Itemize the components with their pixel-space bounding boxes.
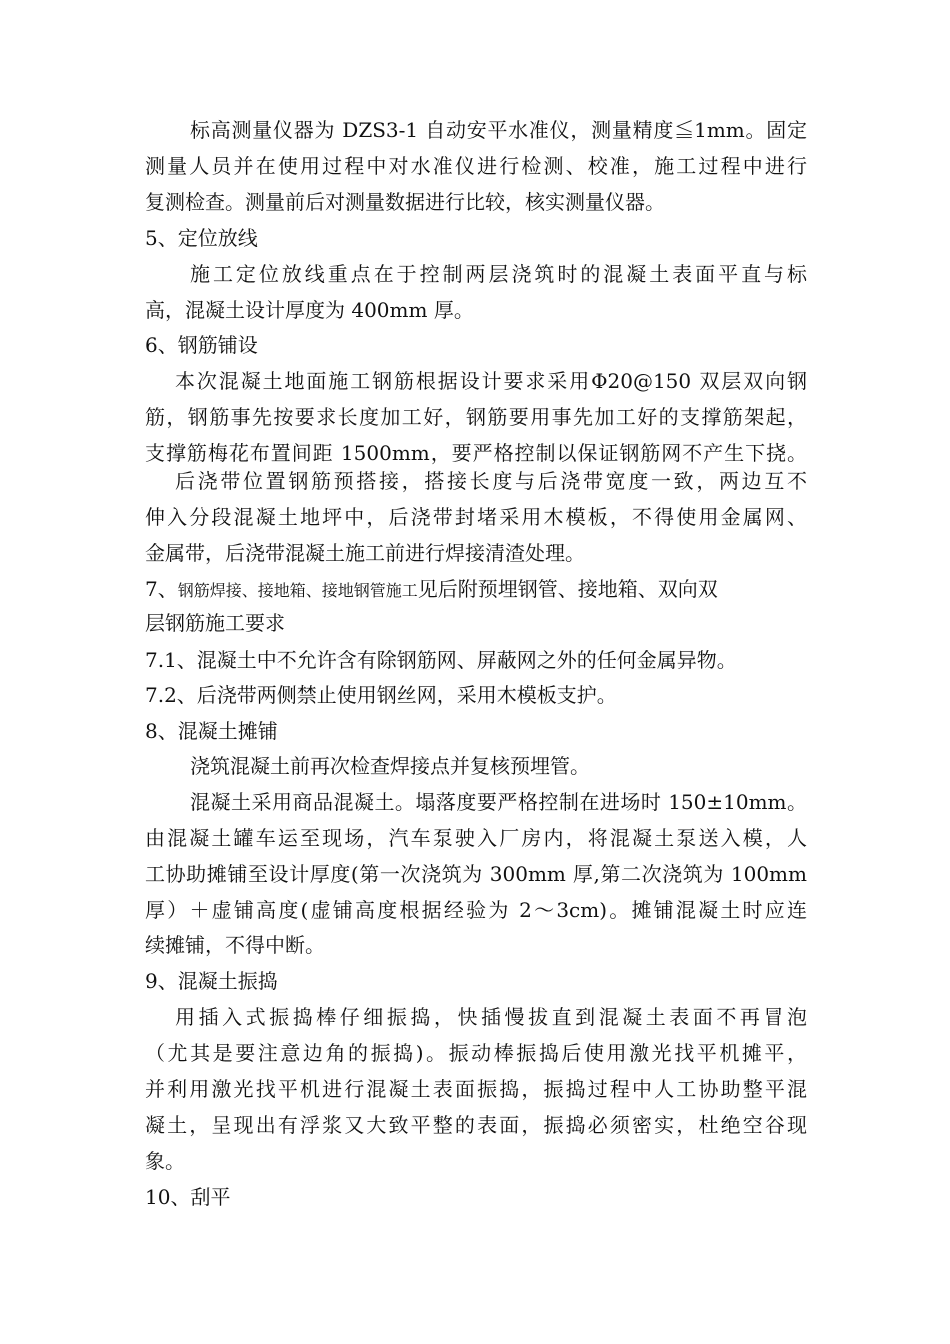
section-heading: 8、混凝土摊铺 <box>145 719 278 743</box>
section-heading-text: 见后附预埋钢管、接地箱、双向双 <box>417 577 718 601</box>
body-line: 由混凝土罐车运至现场，汽车泵驶入厂房内，将混凝土泵送入模，人 <box>145 826 807 850</box>
body-line: 金属带，后浇带混凝土施工前进行焊接清渣处理。 <box>145 541 585 565</box>
body-line: 本次混凝土地面施工钢筋根据设计要求采用Φ20@150 双层双向钢 <box>175 369 807 393</box>
body-line: 筋，钢筋事先按要求长度加工好，钢筋要用事先加工好的支撑筋架起， <box>145 405 807 429</box>
body-line: 复测检查。测量前后对测量数据进行比较，核实测量仪器。 <box>145 190 665 214</box>
body-line: 象。 <box>145 1149 185 1173</box>
section-number: 7、 <box>145 577 178 601</box>
body-line: 施工定位放线重点在于控制两层浇筑时的混凝土表面平直与标 <box>190 262 807 286</box>
body-line: 伸入分段混凝土地坪中，后浇带封堵采用木模板，不得使用金属网、 <box>145 505 807 529</box>
body-line: 高，混凝土设计厚度为 400mm 厚。 <box>145 298 474 322</box>
section-heading: 6、钢筋铺设 <box>145 333 258 357</box>
section-heading: 9、混凝土振捣 <box>145 969 278 993</box>
body-line: 工协助摊铺至设计厚度(第一次浇筑为 300mm 厚,第二次浇筑为 100mm <box>145 862 807 886</box>
section-heading-small-text: 钢筋焊接、接地箱、接地钢管施工 <box>177 581 418 600</box>
body-line: 支撑筋梅花布置间距 1500mm，要严格控制以保证钢筋网不产生下挠。 <box>145 441 807 465</box>
body-line: 层钢筋施工要求 <box>145 611 285 635</box>
body-line: 后浇带位置钢筋预搭接，搭接长度与后浇带宽度一致，两边互不 <box>175 469 807 493</box>
body-line: 用插入式振捣棒仔细振捣，快插慢拔直到混凝土表面不再冒泡 <box>175 1005 807 1029</box>
body-line: 浇筑混凝土前再次检查焊接点并复核预埋管。 <box>190 754 590 778</box>
body-line: 标高测量仪器为 DZS3-1 自动安平水准仪，测量精度≦1mm。固定 <box>190 118 807 142</box>
body-line: 混凝土采用商品混凝土。塌落度要严格控制在进场时 150±10mm。 <box>190 790 807 814</box>
section-heading: 10、刮平 <box>145 1185 231 1209</box>
section-heading <box>145 574 807 604</box>
body-line: 7.2、后浇带两侧禁止使用钢丝网，采用木模板支护。 <box>145 683 617 707</box>
body-line: 7.1、混凝土中不允许含有除钢筋网、屏蔽网之外的任何金属异物。 <box>145 648 737 672</box>
body-line: 测量人员并在使用过程中对水准仪进行检测、校准，施工过程中进行 <box>145 154 807 178</box>
body-line: 续摊铺，不得中断。 <box>145 933 325 957</box>
section-heading: 5、定位放线 <box>145 226 258 250</box>
body-line: （尤其是要注意边角的振捣)。振动棒振捣后使用激光找平机摊平， <box>145 1041 807 1065</box>
body-line: 凝土，呈现出有浮浆又大致平整的表面，振捣必须密实，杜绝空谷现 <box>145 1113 807 1137</box>
body-line: 厚）＋虚铺高度(虚铺高度根据经验为 2～3cm)。摊铺混凝土时应连 <box>145 898 807 922</box>
body-line: 并利用激光找平机进行混凝土表面振捣，振捣过程中人工协助整平混 <box>145 1077 807 1101</box>
